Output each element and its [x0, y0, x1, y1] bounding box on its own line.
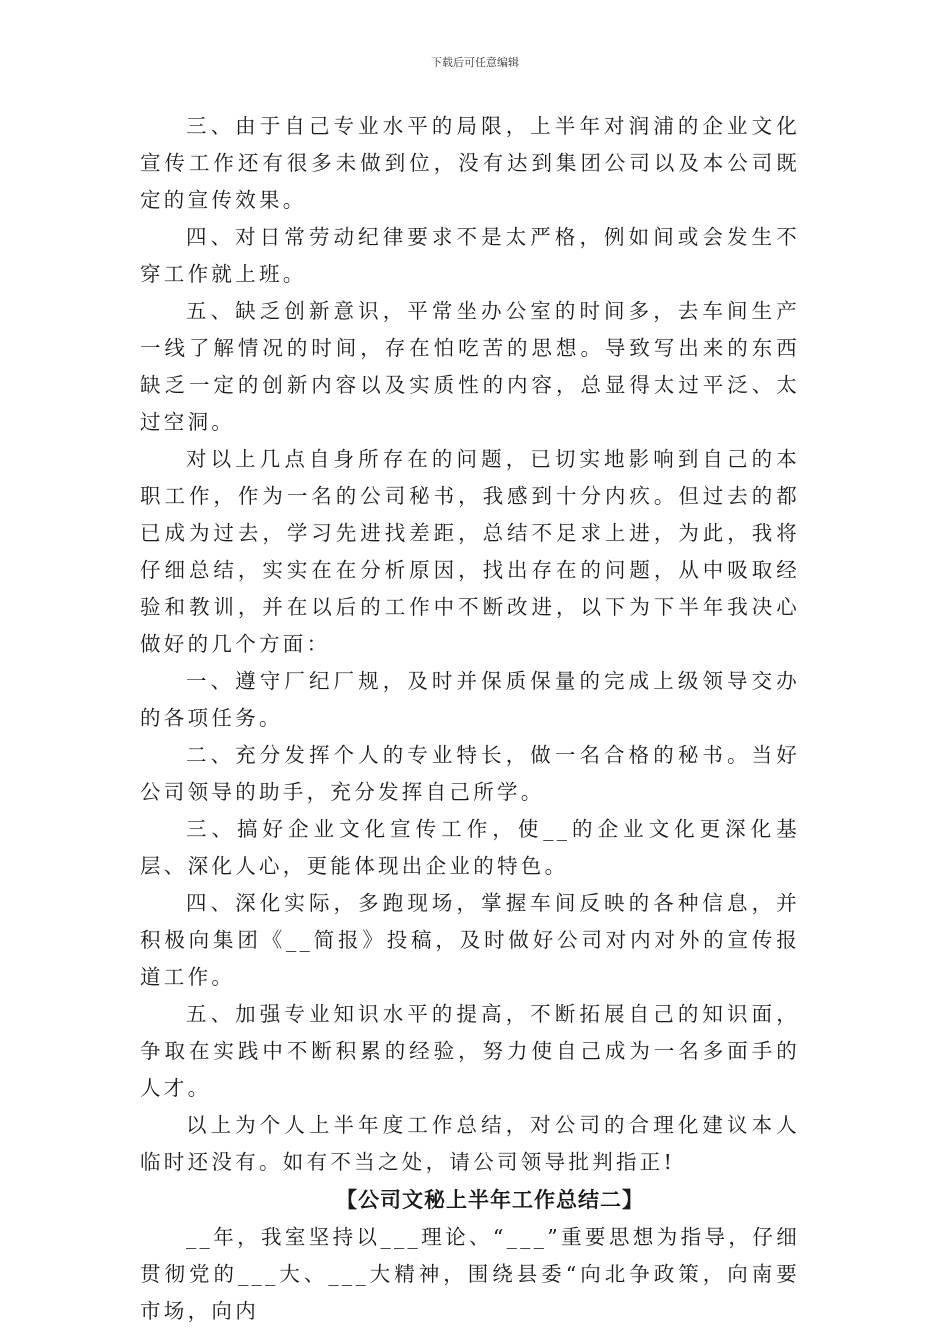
paragraph: 以上为个人上半年度工作总结，对公司的合理化建议本人临时还没有。如有不当之处，请公司领导批判指正!: [140, 1113, 800, 1174]
document-body: [140, 108, 800, 1330]
section-heading: 【公司文秘上半年工作总结二】: [336, 1188, 644, 1212]
paragraph: 四、对日常劳动纪律要求不是太严格，例如间或会发生不穿工作就上班。: [140, 225, 800, 286]
paragraph: 三、由于自己专业水平的局限，上半年对润浦的企业文化宣传工作还有很多未做到位，没有达到集团公司以及本公司既定的宣传效果。: [140, 114, 800, 212]
paragraph: 五、缺乏创新意识，平常坐办公室的时间多，去车间生产一线了解情况的时间，存在怕吃苦的思想。导致写出来的东西缺乏一定的创新内容以及实质性的内容，总显得太过平泛、太过空洞。: [140, 299, 800, 434]
paragraph: 对以上几点自身所存在的问题，已切实地影响到自己的本职工作，作为一名的公司秘书，我感到十分内疚。但过去的都已成为过去，学习先进找差距，总结不足求上进，为此，我将仔细总结，实实在在分析原因，找出存在的问题，从中吸取经验和教训，并在以后的工作中不断改进，以下为下半年我决心做好的几个方面：: [140, 447, 800, 656]
paragraph: 一、遵守厂纪厂规，及时并保质保量的完成上级领导交办的各项任务。: [140, 669, 800, 730]
paragraph: 三、搞好企业文化宣传工作，使__的企业文化更深化基层、深化人心，更能体现出企业的特色。: [140, 817, 800, 878]
paragraph: 五、加强专业知识水平的提高，不断拓展自己的知识面，争取在实践中不断积累的经验，努力使自己成为一名多面手的人才。: [140, 1002, 800, 1100]
paragraph: __年，我室坚持以___理论、“___”重要思想为指导，仔细贯彻党的___大、___大精神，围绕县委“向北争政策，向南要市场，向内: [140, 1225, 800, 1323]
paragraph: 二、充分发挥个人的专业特长，做一名合格的秘书。当好公司领导的助手，充分发挥自己所学。: [140, 743, 800, 804]
page-header-note: 下载后可任意编辑: [431, 56, 519, 69]
paragraph: 四、深化实际，多跑现场，掌握车间反映的各种信息，并积极向集团《__简报》投稿，及时做好公司对内对外的宣传报道工作。: [140, 891, 800, 989]
